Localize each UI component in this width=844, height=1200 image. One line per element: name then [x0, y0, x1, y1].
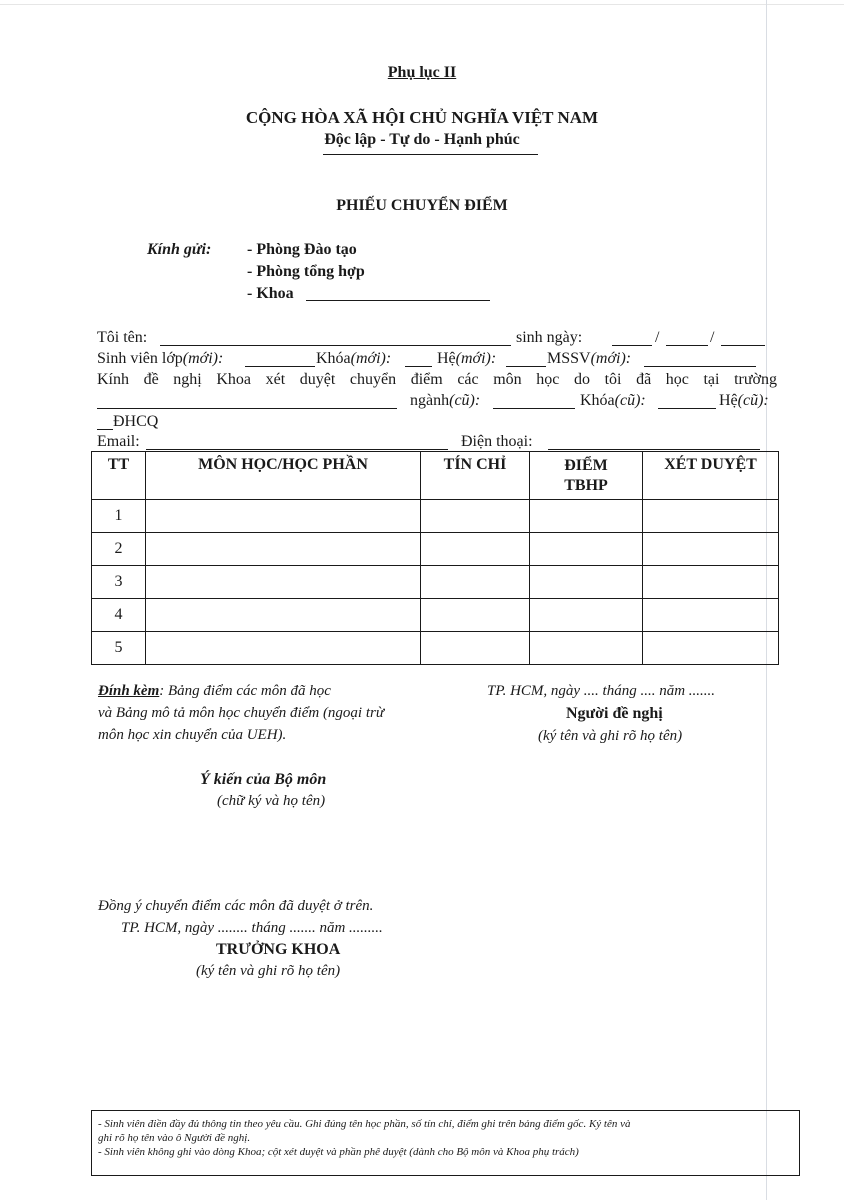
attachment-text: và Bảng mô tả môn học chuyển điểm (ngoại trừ — [98, 705, 385, 721]
course-field[interactable] — [405, 366, 432, 367]
attachment-line — [98, 683, 331, 700]
requester-note: (ký tên và ghi rõ họ tên) — [538, 728, 683, 744]
instruction-line: - Sinh viên không ghi vào dòng Khoa; cột xét duyệt và phần phê duyệt (dành cho Bộ môn và Khoa phụ trách) — [98, 1146, 579, 1158]
course-label: Khóa — [316, 350, 351, 367]
credits-cell[interactable] — [421, 500, 530, 533]
dean-note: (ký tên và ghi rõ họ tên) — [196, 963, 341, 979]
old-course-field[interactable] — [658, 408, 716, 409]
email-label: Email: — [97, 433, 140, 450]
request-text: Kính đề nghị Khoa xét duyệt chuyển điểm các môn học do tôi đã học tại trường — [97, 371, 777, 388]
dean-date: TP. HCM, ngày ........ tháng ....... năm ......... — [121, 920, 383, 936]
dob-month-field[interactable] — [666, 345, 708, 346]
approval-cell[interactable] — [643, 566, 779, 599]
recipient-item: - Phòng tổng hợp — [247, 263, 365, 280]
old-course-label: Khóa — [580, 392, 615, 409]
school-field[interactable] — [97, 408, 397, 409]
email-field[interactable] — [146, 449, 448, 450]
subject-cell[interactable] — [146, 533, 421, 566]
system-note: (mới): — [455, 350, 497, 367]
requester-title: Người đề nghị — [566, 705, 663, 722]
instruction-line: ghi rõ họ tên vào ô Người đề nghị. — [98, 1132, 251, 1144]
scan-edge-top — [0, 4, 844, 5]
table-row — [92, 599, 779, 632]
class-label: Sinh viên lớp — [97, 350, 183, 367]
grade-cell[interactable] — [530, 500, 643, 533]
row-number: 2 — [92, 533, 146, 566]
dob-label: sinh ngày: — [516, 329, 583, 346]
row-number: 3 — [92, 566, 146, 599]
instructions-box — [91, 1110, 800, 1176]
credits-cell[interactable] — [421, 632, 530, 665]
subjects-table — [91, 451, 779, 665]
col-header-approval: XÉT DUYỆT — [643, 452, 779, 500]
table-row — [92, 500, 779, 533]
col-header-tt: TT — [92, 452, 146, 500]
mssv-label: MSSV — [547, 350, 591, 367]
mssv-field[interactable] — [644, 366, 756, 367]
recipients-label: Kính gửi: — [147, 241, 212, 258]
old-course-note: (cũ): — [614, 392, 646, 409]
dean-agree: Đồng ý chuyển điểm các môn đã duyệt ở trên. — [98, 898, 374, 914]
approval-cell[interactable] — [643, 500, 779, 533]
table-row — [92, 566, 779, 599]
old-system-label: Hệ — [719, 392, 738, 409]
dob-sep: / — [655, 329, 660, 346]
system-field[interactable] — [506, 366, 546, 367]
col-header-subject: MÔN HỌC/HỌC PHẦN — [146, 452, 421, 500]
name-field[interactable] — [160, 345, 511, 346]
major-field[interactable] — [493, 408, 575, 409]
grade-cell[interactable] — [530, 566, 643, 599]
credits-cell[interactable] — [421, 533, 530, 566]
old-course-label-wrap — [580, 392, 646, 410]
subject-cell[interactable] — [146, 566, 421, 599]
grade-cell[interactable] — [530, 533, 643, 566]
credits-cell[interactable] — [421, 566, 530, 599]
credits-cell[interactable] — [421, 599, 530, 632]
department-title: Ý kiến của Bộ môn — [200, 771, 327, 788]
class-field[interactable] — [245, 366, 315, 367]
major-label: ngành — [410, 392, 450, 409]
table-header-row — [92, 452, 779, 500]
motto-underline — [323, 154, 538, 155]
old-system-note: (cũ): — [737, 392, 769, 409]
approval-cell[interactable] — [643, 533, 779, 566]
form-title: PHIẾU CHUYỂN ĐIỂM — [336, 197, 508, 214]
old-system-field[interactable] — [97, 429, 113, 430]
old-system-label-wrap — [719, 392, 769, 410]
major-note: (cũ): — [449, 392, 481, 409]
grade-cell[interactable] — [530, 599, 643, 632]
motto: Độc lập - Tự do - Hạnh phúc — [324, 131, 520, 148]
course-label-wrap — [316, 350, 391, 368]
attachment-text: : Bảng điểm các môn đã học — [159, 683, 331, 699]
grade-cell[interactable] — [530, 632, 643, 665]
col-header-grade: ĐIỂM TBHP — [530, 452, 643, 500]
phone-label: Điện thoại: — [461, 433, 533, 450]
col-header-credits: TÍN CHỈ — [421, 452, 530, 500]
approval-cell[interactable] — [643, 632, 779, 665]
system-label: Hệ — [437, 350, 456, 367]
dob-sep: / — [710, 329, 715, 346]
table-row — [92, 533, 779, 566]
class-label-wrap — [97, 350, 223, 368]
row-number: 4 — [92, 599, 146, 632]
dob-year-field[interactable] — [721, 345, 765, 346]
system-label-wrap — [437, 350, 496, 368]
mssv-label-wrap — [547, 350, 631, 368]
subject-cell[interactable] — [146, 500, 421, 533]
recipient-item: - Phòng Đào tạo — [247, 241, 357, 258]
phone-field[interactable] — [548, 449, 760, 450]
row-number: 1 — [92, 500, 146, 533]
instruction-line: - Sinh viên điền đầy đủ thông tin theo yêu cầu. Ghi đúng tên học phần, số tín chỉ, điểm ghi trên bảng điểm gốc. Ký tên và — [98, 1118, 631, 1130]
subject-cell[interactable] — [146, 599, 421, 632]
system-value: ĐHCQ — [113, 413, 159, 430]
attachment-text: môn học xin chuyển của UEH). — [98, 727, 287, 743]
recipient-item: - Khoa — [247, 285, 294, 302]
mssv-note: (mới): — [590, 350, 632, 367]
dean-title: TRƯỞNG KHOA — [216, 941, 341, 958]
course-note: (mới): — [350, 350, 392, 367]
major-label-wrap — [410, 392, 480, 410]
faculty-blank[interactable] — [306, 300, 490, 301]
subject-cell[interactable] — [146, 632, 421, 665]
dob-day-field[interactable] — [612, 345, 652, 346]
attachment-label: Đính kèm — [98, 683, 160, 699]
row-number: 5 — [92, 632, 146, 665]
requester-date: TP. HCM, ngày .... tháng .... năm ....... — [487, 683, 716, 699]
approval-cell[interactable] — [643, 599, 779, 632]
name-label: Tôi tên: — [97, 329, 148, 346]
class-note: (mới): — [182, 350, 224, 367]
table-row — [92, 632, 779, 665]
department-note: (chữ ký và họ tên) — [217, 793, 326, 809]
country-name: CỘNG HÒA XÃ HỘI CHỦ NGHĨA VIỆT NAM — [245, 108, 599, 127]
appendix-label: Phụ lục II — [387, 64, 457, 81]
